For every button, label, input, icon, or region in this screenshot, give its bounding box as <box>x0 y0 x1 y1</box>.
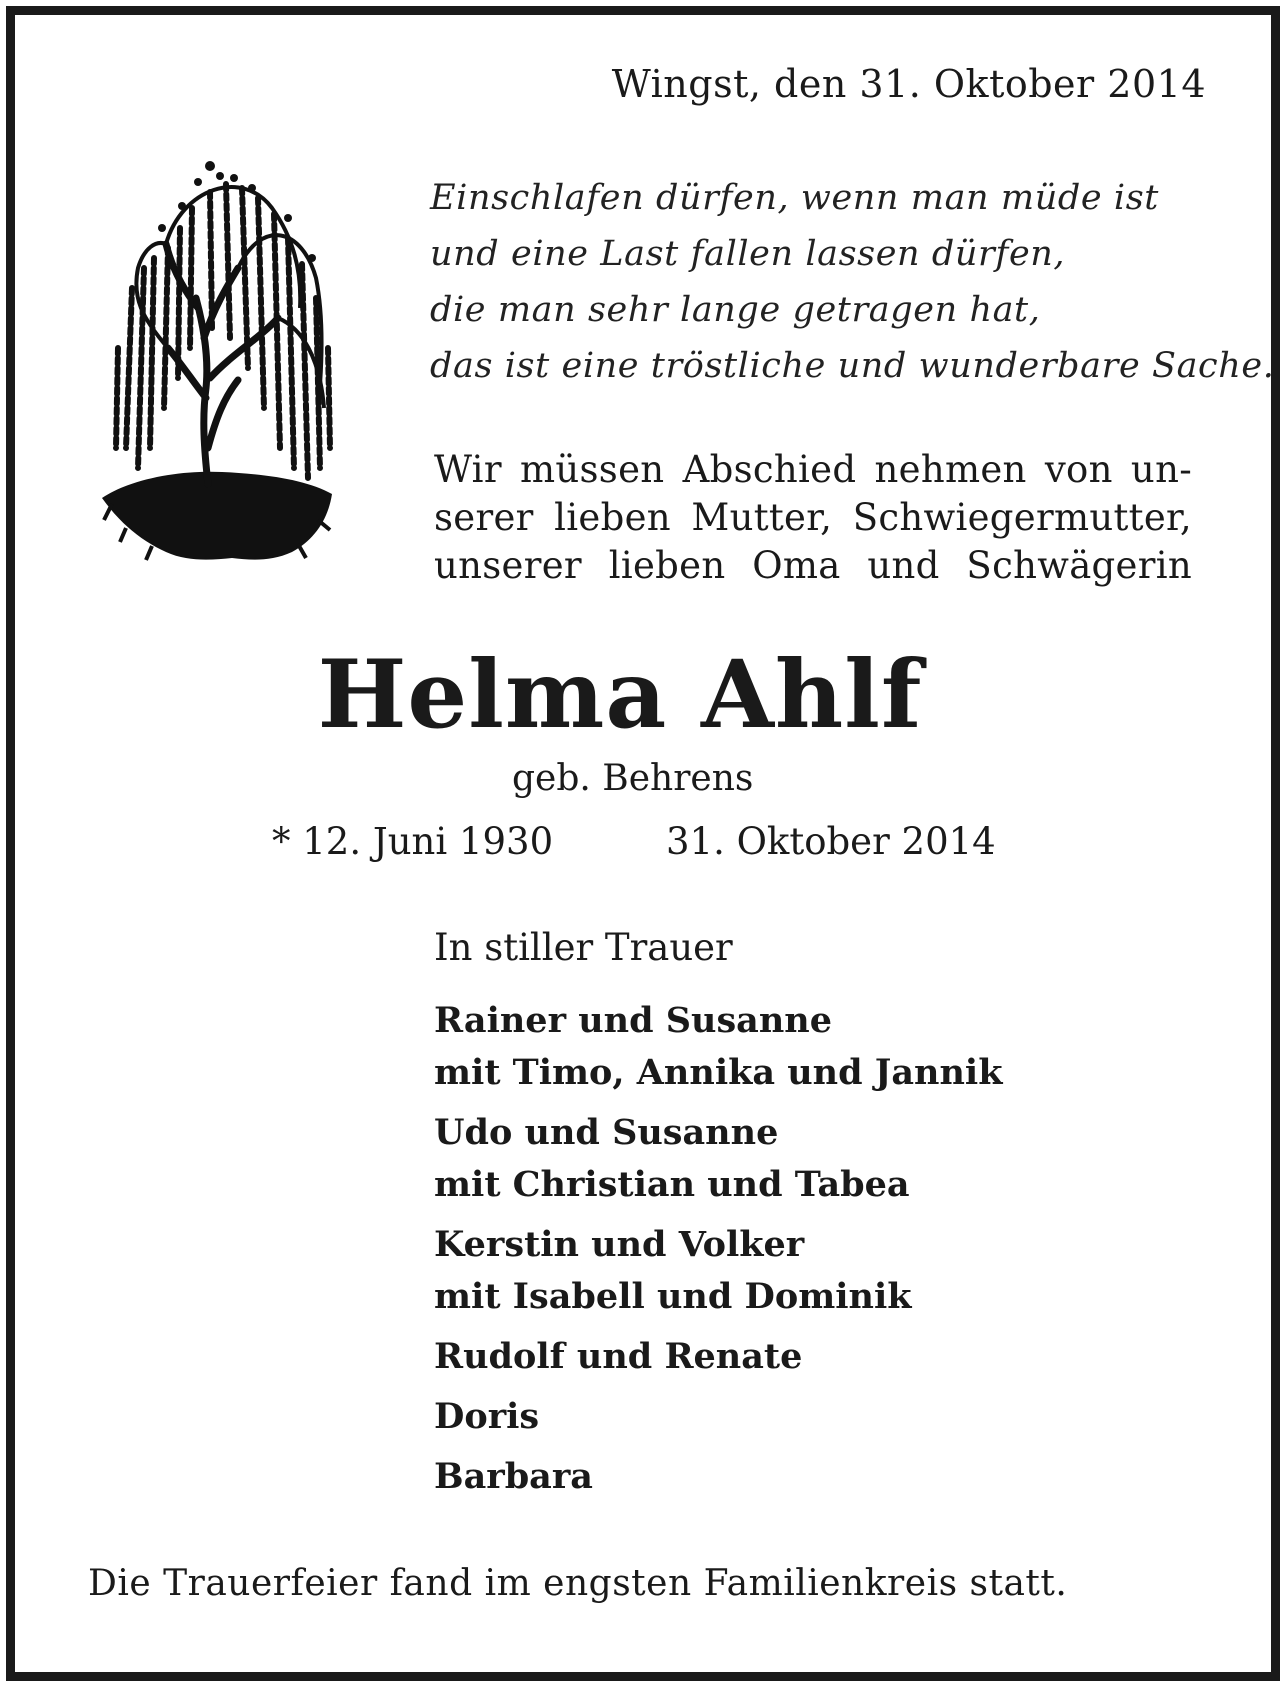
poem-verse <box>430 170 1274 394</box>
mourner-group <box>434 1391 1002 1443</box>
intro-line: unserer lieben Oma und Schwägerin <box>434 544 1192 587</box>
poem-line: Einschlafen dürfen, wenn man müde ist <box>430 178 1159 218</box>
mourner-group <box>434 1331 1002 1383</box>
intro-line: serer lieben Mutter, Schwiegermutter, <box>434 496 1192 539</box>
intro-line: Wir müssen Abschied nehmen von un- <box>434 448 1192 491</box>
poem-line: die man sehr lange getragen hat, <box>430 290 1041 330</box>
mourner-line: mit Isabell und Dominik <box>434 1276 912 1317</box>
mourner-line: Kerstin und Volker <box>434 1224 805 1265</box>
maiden-name: geb. Behrens <box>512 758 754 799</box>
farewell-text <box>434 446 1192 590</box>
mourners-list <box>434 995 1002 1511</box>
funeral-note: Die Trauerfeier fand im engsten Familienkreis statt. <box>88 1563 1068 1604</box>
mourner-line: mit Christian und Tabea <box>434 1164 910 1205</box>
mourner-group <box>434 1451 1002 1503</box>
mourner-line: mit Timo, Annika und Jannik <box>434 1052 1003 1093</box>
death-date: 31. Oktober 2014 <box>666 820 996 863</box>
mourner-line: Udo und Susanne <box>434 1112 779 1153</box>
mourner-line: Barbara <box>434 1456 593 1497</box>
poem-line: das ist eine tröstliche und wunderbare Sache. <box>430 346 1275 386</box>
mourner-group <box>434 1107 1002 1211</box>
mourner-line: Doris <box>434 1396 540 1437</box>
mourner-group <box>434 1219 1002 1323</box>
mourner-group <box>434 995 1002 1099</box>
poem-line: und eine Last fallen lassen dürfen, <box>430 234 1066 274</box>
place-date: Wingst, den 31. Oktober 2014 <box>611 62 1206 106</box>
mourner-line: Rudolf und Renate <box>434 1336 803 1377</box>
deceased-name: Helma Ahlf <box>317 640 923 750</box>
mourning-phrase: In stiller Trauer <box>434 926 733 969</box>
mourner-line: Rainer und Susanne <box>434 1000 833 1041</box>
birth-date: * 12. Juni 1930 <box>272 820 554 863</box>
weeping-willow-tree-icon <box>92 148 342 608</box>
